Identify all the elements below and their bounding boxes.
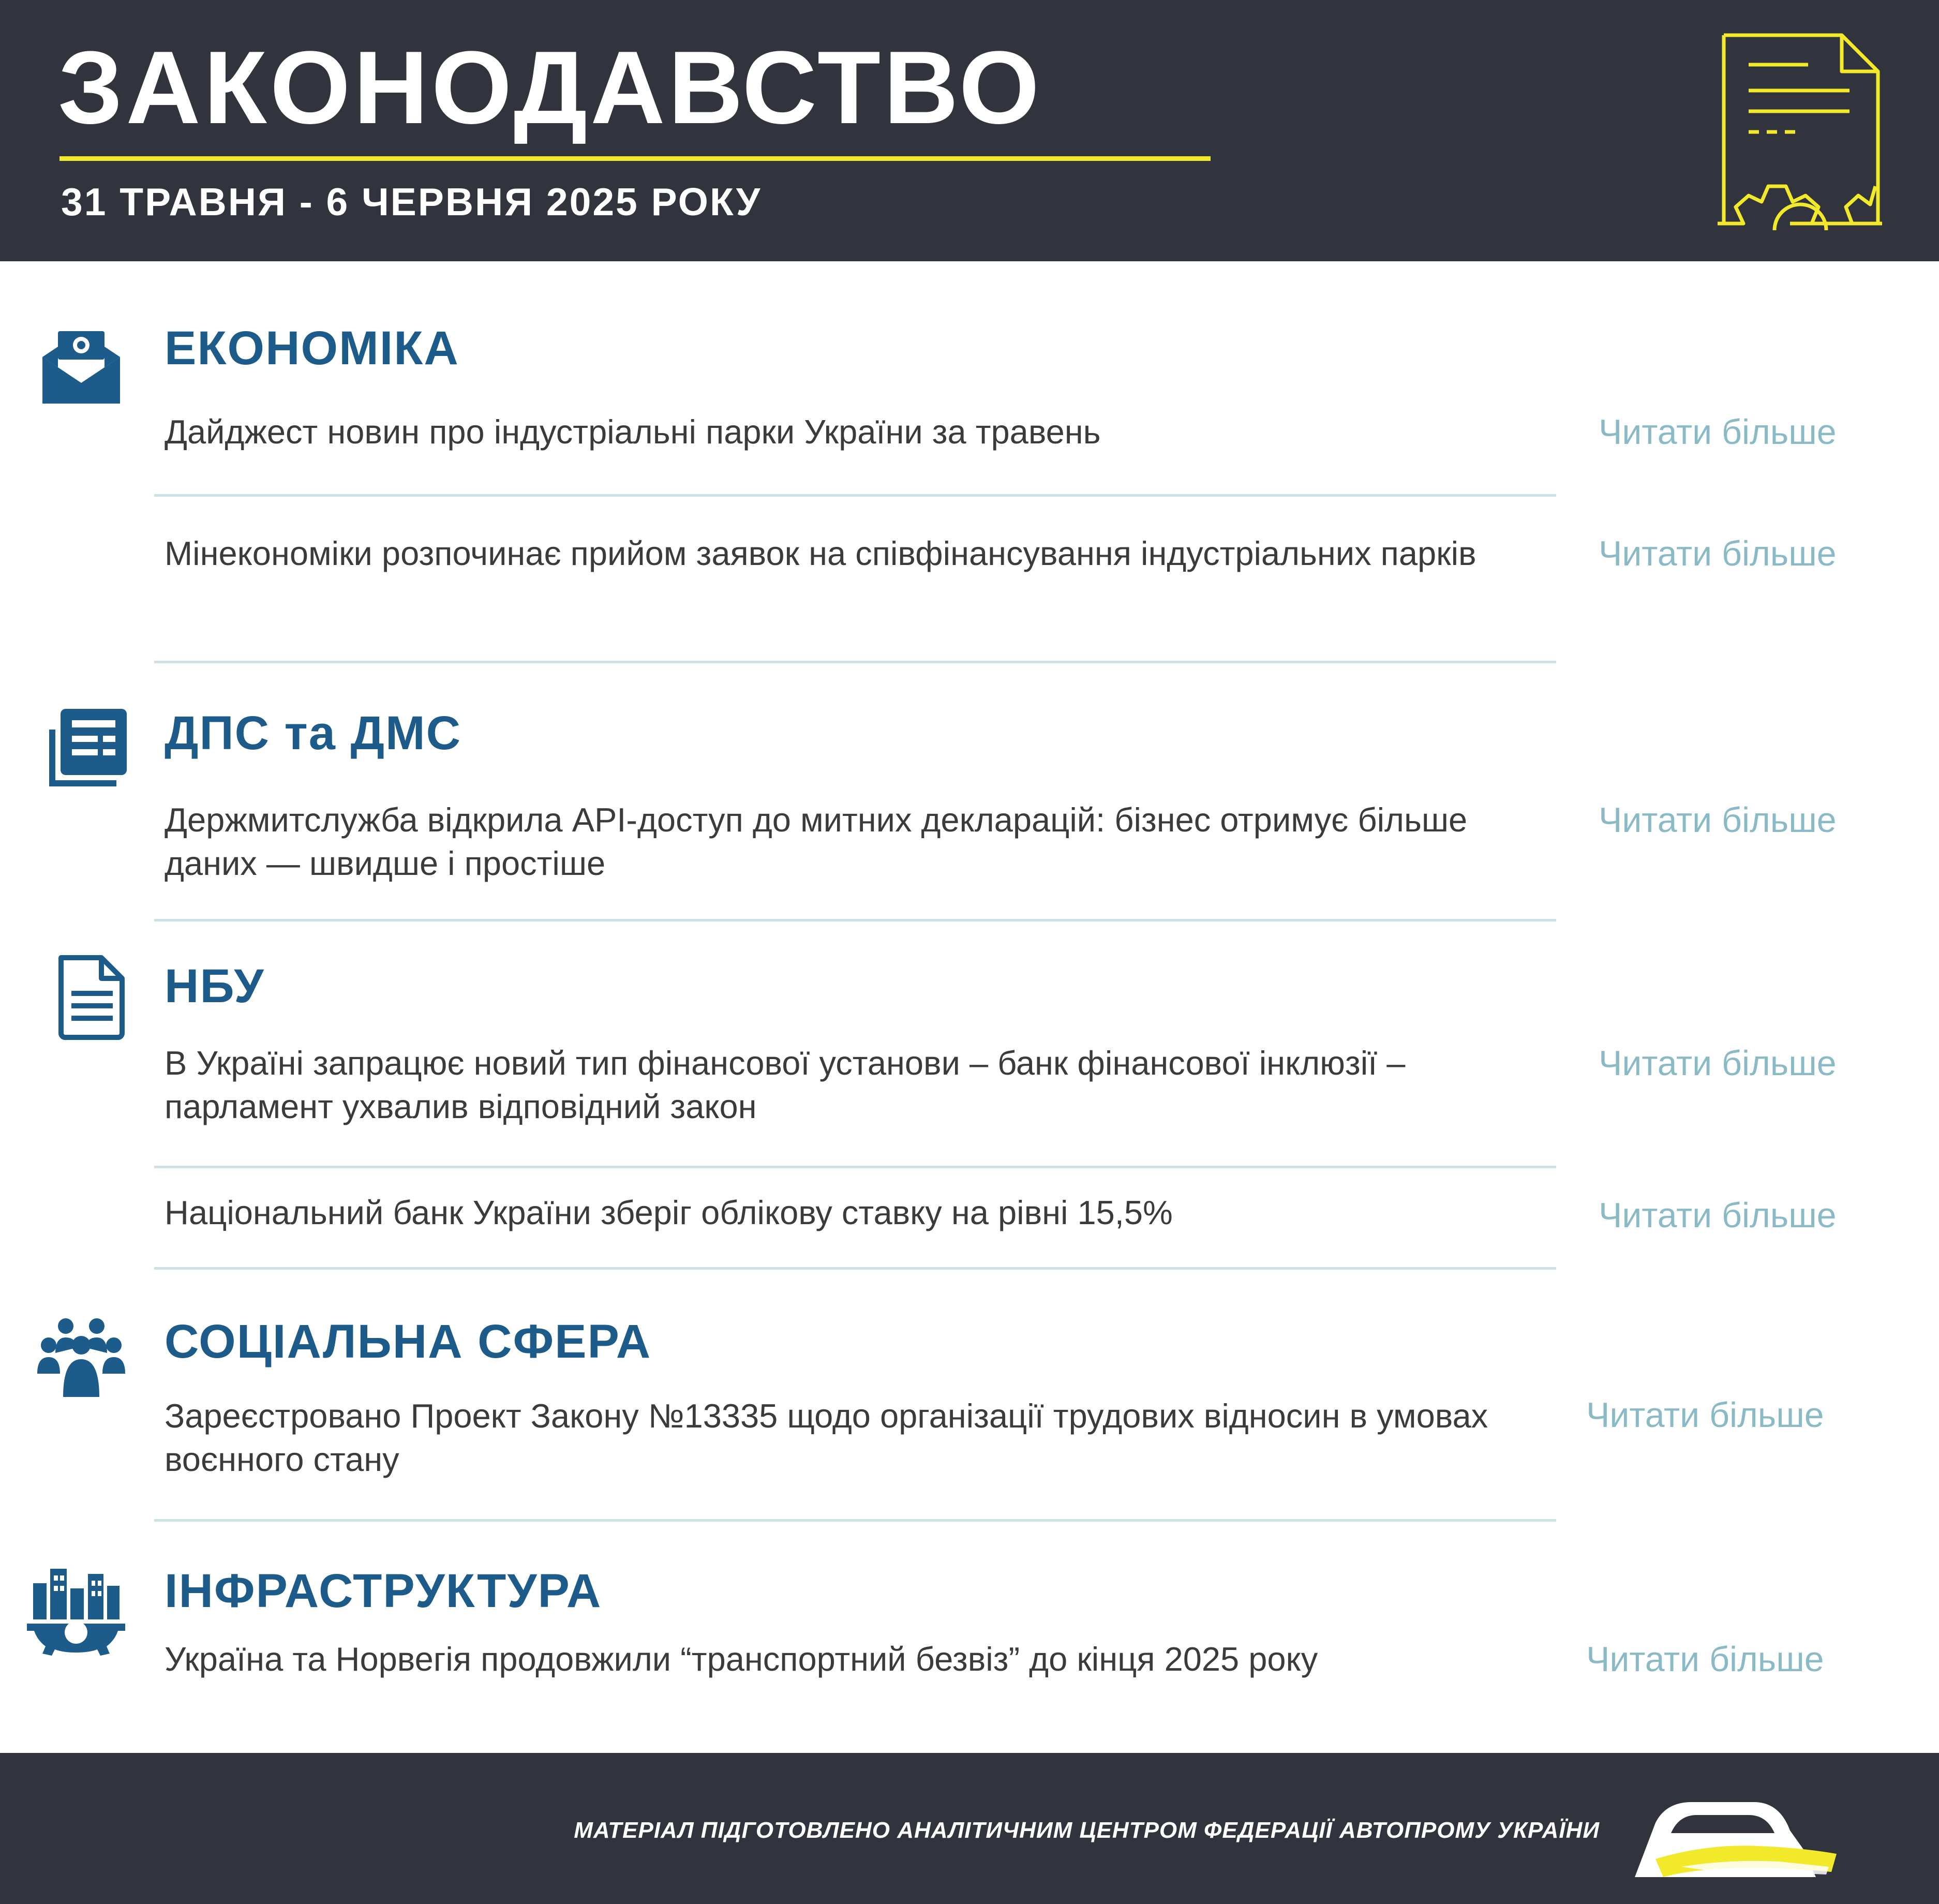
section-title-social: СОЦІАЛЬНА СФЕРА bbox=[165, 1315, 652, 1368]
newspaper-icon bbox=[49, 709, 127, 786]
news-item-text: Дайджест новин про індустріальні парки України за травень bbox=[165, 413, 1101, 451]
divider bbox=[154, 1519, 1556, 1522]
page-title: ЗАКОНОДАВСТВО bbox=[58, 30, 1043, 145]
document-gear-icon bbox=[1718, 31, 1883, 238]
people-group-icon bbox=[37, 1317, 125, 1397]
news-item-text: В Україні запрацює новий тип фінансової установи – банк фінансової інклюзії – парламент ухвалив відповідний закон bbox=[165, 1044, 1406, 1125]
divider bbox=[154, 661, 1556, 663]
news-item-text: Національний банк України зберіг облікову ставку на рівні 15,5% bbox=[165, 1194, 1173, 1231]
date-range: 31 ТРАВНЯ - 6 ЧЕРВНЯ 2025 РОКУ bbox=[61, 180, 762, 224]
section-title-economy: ЕКОНОМІКА bbox=[165, 322, 459, 375]
header bbox=[0, 0, 1939, 261]
read-more-link[interactable]: Читати більше bbox=[1599, 1196, 1837, 1235]
title-underline bbox=[59, 156, 1211, 161]
news-item-text: Україна та Норвегія продовжили “транспортний безвіз” до кінця 2025 року bbox=[165, 1640, 1318, 1678]
divider bbox=[154, 494, 1556, 497]
footer bbox=[0, 1753, 1939, 1904]
section-title-infrastructure: ІНФРАСТРУКТУРА bbox=[165, 1565, 602, 1617]
news-item-text: Мінекономіки розпочинає прийом заявок на співфінансування індустріальних парків bbox=[165, 534, 1476, 572]
read-more-link[interactable]: Читати більше bbox=[1599, 1044, 1837, 1083]
read-more-link[interactable]: Читати більше bbox=[1599, 534, 1837, 573]
read-more-link[interactable]: Читати більше bbox=[1586, 1640, 1824, 1679]
read-more-link[interactable]: Читати більше bbox=[1586, 1395, 1824, 1435]
footer-credit: МАТЕРІАЛ ПІДГОТОВЛЕНО АНАЛІТИЧНИМ ЦЕНТРОМ ФЕДЕРАЦІЇ АВТОПРОМУ УКРАЇНИ bbox=[574, 1818, 1600, 1843]
read-more-link[interactable]: Читати більше bbox=[1599, 412, 1837, 452]
money-envelope-icon bbox=[42, 329, 120, 406]
car-logo-icon bbox=[1624, 1781, 1842, 1885]
section-title-nbu: НБУ bbox=[165, 960, 265, 1013]
news-item-text: Держмитслужба відкрила API-доступ до митних декларацій: бізнес отримує більше даних — швидше і простіше bbox=[165, 801, 1468, 882]
divider bbox=[154, 919, 1556, 921]
read-more-link[interactable]: Читати більше bbox=[1599, 800, 1837, 840]
section-title-tax-customs: ДПС та ДМС bbox=[165, 707, 462, 760]
city-gear-icon bbox=[27, 1563, 125, 1656]
document-icon bbox=[56, 955, 126, 1040]
divider bbox=[154, 1166, 1556, 1168]
news-item-text: Зареєстровано Проект Закону №13335 щодо організації трудових відносин в умовах воєнного стану bbox=[165, 1397, 1488, 1478]
divider bbox=[154, 1267, 1556, 1270]
